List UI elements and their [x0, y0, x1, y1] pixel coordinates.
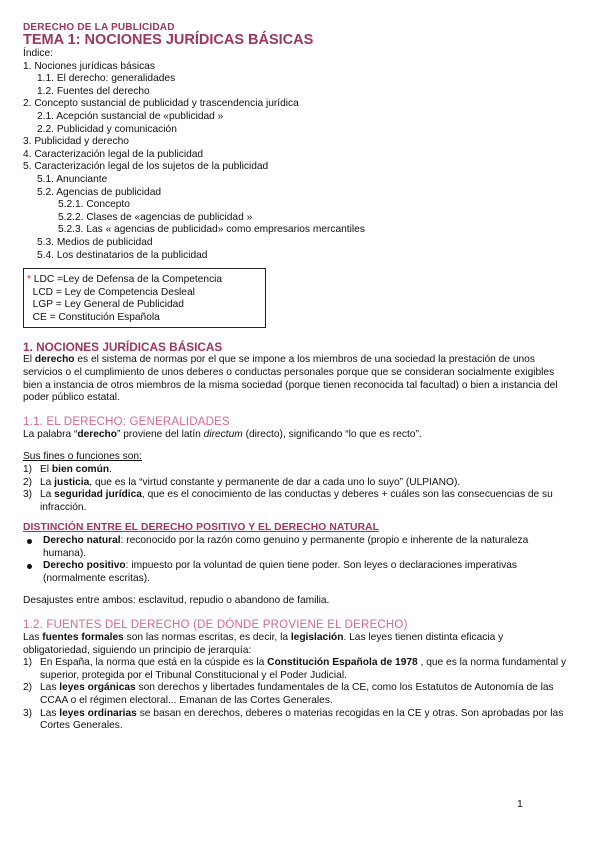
section-1-1-paragraph: La palabra “derecho” proviene del latín directum (directo), significando “lo que es recto”. — [23, 428, 422, 440]
toc-item[interactable]: 5.2. Agencias de publicidad — [37, 186, 162, 198]
toc-item[interactable]: 1.1. El derecho: generalidades — [37, 73, 176, 85]
abbreviation-line: * LDC =Ley de Defensa de la Competencia — [27, 274, 223, 286]
section-1-paragraph: El derecho es el sistema de normas por el que se impone a los miembros de una sociedad la prestación de unos servicios o el cumplimiento de unos deberes o conductas personales porque que se consideran socialmente exigibles bien a instancia de otros miembros de la misma sociedad (porque tienen reconocida tal facultad) o bien a instancia del poder público estatal. — [23, 354, 558, 404]
toc-item[interactable]: 5.4. Los destinatarios de la publicidad — [37, 249, 208, 261]
page-number: 1 — [517, 798, 523, 810]
toc-item[interactable]: 5.1. Anunciante — [37, 173, 108, 185]
distincion-heading: DISTINCIÓN ENTRE EL DERECHO POSITIVO Y EL DERECHO NATURAL — [23, 522, 380, 534]
toc-item[interactable]: 1.2. Fuentes del derecho — [37, 85, 150, 97]
toc-item[interactable]: 5. Caracterización legal de los sujetos de la publicidad — [23, 161, 269, 173]
list-item: Derecho natural: reconocido por la razón como genuino y permanente (propio e inherente de la naturaleza humana). — [23, 535, 568, 560]
list-item: 3) La seguridad jurídica, que es el conocimiento de las conductas y deberes + cuáles son las consecuencias de su infracción. — [23, 489, 553, 513]
bullet-icon — [27, 539, 32, 544]
table-of-contents — [23, 61, 568, 263]
distincion-list — [23, 535, 568, 585]
section-1-2-paragraph: Las fuentes formales son las normas escritas, es decir, la legislación. Las leyes tienen distinta eficacia y obligatoriedad, siguiendo un principio de jerarquía: — [23, 631, 504, 656]
toc-item[interactable]: 3. Publicidad y derecho — [23, 136, 129, 148]
section-1-1-heading: 1.1. EL DERECHO: GENERALIDADES — [23, 415, 230, 428]
toc-item[interactable]: 1. Nociones jurídicas básicas — [23, 60, 155, 72]
fuentes-list — [23, 657, 568, 733]
list-item: 1) El bien común. — [23, 464, 112, 476]
bullet-icon — [27, 564, 32, 569]
fines-label: Sus fines o funciones son: — [23, 451, 142, 463]
index-label: Índice: — [23, 48, 54, 59]
desajustes-paragraph: Desajustes entre ambos: esclavitud, repudio o abandono de familia. — [23, 595, 330, 607]
tema-title: TEMA 1: NOCIONES JURÍDICAS BÁSICAS — [23, 32, 314, 48]
toc-item[interactable]: 4. Caracterización legal de la publicidad — [23, 148, 204, 160]
abbreviation-line: CE = Constitución Española — [27, 311, 160, 323]
toc-item[interactable]: 5.2.1. Concepto — [58, 199, 130, 211]
toc-item[interactable]: 2.2. Publicidad y comunicación — [37, 123, 177, 135]
fines-list — [23, 464, 568, 514]
section-1-2-heading: 1.2. FUENTES DEL DERECHO (DE DÓNDE PROVIENE EL DERECHO) — [23, 618, 408, 631]
abbreviation-line: LGP = Ley General de Publicidad — [27, 299, 184, 311]
toc-item[interactable]: 5.2.2. Clases de «agencias de publicidad » — [58, 211, 253, 223]
toc-item[interactable]: 5.2.3. Las « agencias de publicidad» como empresarios mercantiles — [58, 224, 365, 236]
list-item: Derecho positivo: impuesto por la voluntad de quien tiene poder. Son leyes o declaraciones imperativas (normalmente escritas). — [23, 560, 568, 585]
list-item: 2) Las leyes orgánicas son derechos y libertades fundamentales de la CE, como los Estatutos de Autonomía de las CCAA o el régimen electoral... Emanan de las Cortes Generales. — [23, 682, 554, 706]
list-item: 2) La justicia, que es la “virtud constante y permanente de dar a cada uno lo suyo” (ULPIANO). — [23, 476, 461, 488]
document-page — [23, 22, 568, 733]
abbreviation-line: LCD = Ley de Competencia Desleal — [27, 286, 195, 298]
asterisk-mark: * — [27, 274, 31, 286]
toc-item[interactable]: 2.1. Acepción sustancial de «publicidad » — [37, 110, 224, 122]
toc-item[interactable]: 5.3. Medios de publicidad — [37, 236, 153, 248]
abbreviations-box — [23, 268, 266, 328]
list-item: 1) En España, la norma que está en la cúspide es la Constitución Española de 1978 , que es la norma fundamental y superior, protegida por el Tribunal Constitucional y el Poder Judicial. — [23, 657, 567, 681]
list-item: 3) Las leyes ordinarias se basan en derechos, deberes o materias recogidas en la CE y otras. Son aprobadas por las Cortes Generales. — [23, 707, 564, 732]
section-1-heading: 1. NOCIONES JURÍDICAS BÁSICAS — [23, 340, 223, 355]
toc-item[interactable]: 2. Concepto sustancial de publicidad y trascendencia jurídica — [23, 98, 299, 110]
subject-title: DERECHO DE LA PUBLICIDAD — [23, 22, 175, 33]
